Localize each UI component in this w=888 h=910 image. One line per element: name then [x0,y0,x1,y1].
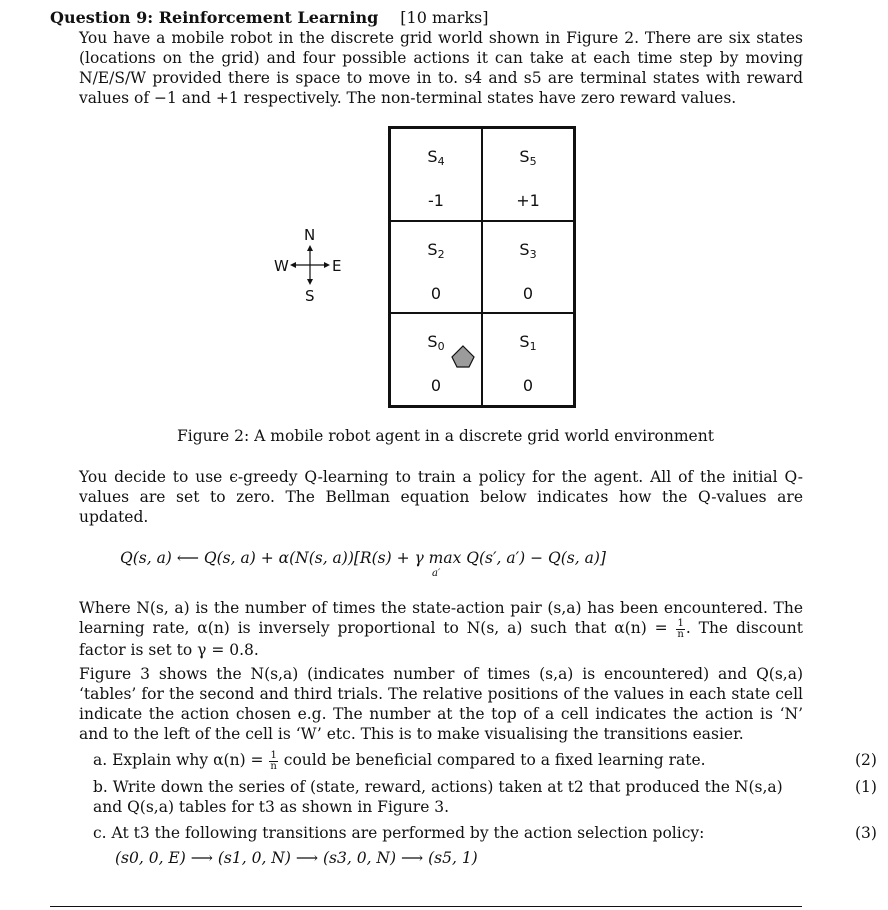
item-b-marks: (1) [855,778,877,796]
item-c-marks: (3) [855,824,877,842]
grid-cell-s1: $S_1$ 0 [482,313,574,406]
fraction-1-over-n-item-a: $\frac{1}{n}$ [270,749,277,772]
question-marks: [10 marks] [400,8,489,27]
robot-icon [449,344,477,370]
compass-west-label: W [274,257,289,275]
grid-cell-s3: $S_3$ 0 [482,221,574,314]
grid-cell-s0: $S_0$ 0 [390,313,482,406]
grid-world [388,126,576,408]
equation-max-subscript: a′ [432,568,441,579]
item-b: b. Write down the series of (state, reward, actions) taken at t2 that produced the N(s,a) and Q(s,a) tables for t3 as shown in Figure 3. [93,778,783,816]
bellman-equation: Q(s, a) ⟵ Q(s, a) + α(N(s, a))[R(s) + γ max Q(s′, a′) − Q(s, a)] a′ [120,548,606,568]
compass [274,225,354,305]
item-c: c. At t3 the following transitions are performed by the action selection policy: [93,824,705,842]
item-c-sequence: (s0, 0, E) ⟶ (s1, 0, N) ⟶ (s3, 0, N) ⟶ (s5, 1) [115,849,478,867]
figure3-paragraph: Figure 3 shows the N(s,a) (indicates number of times (s,a) is encountered) and Q(s,a) ‘tables’ for the second and third trials. The relative positions of the values in each state cell indicate the action chosen e.g. The number at the top of a cell indicates the action is ‘N’ and to the left of the cell is ‘W’ etc. This is to make visualising the transitions easier. [79,665,803,743]
fraction-1-over-n: $\frac{1}{n}$ [677,617,684,640]
grid-cell-s5: $S_5$ +1 [482,128,574,221]
compass-south-label: S [305,287,315,305]
item-a: a. Explain why α(n) = $\frac{1}{n}$ could be beneficial compared to a fixed learning rate. [93,749,706,772]
item-a-marks: (2) [855,751,877,769]
compass-east-label: E [332,257,342,275]
grid-cell-s2: $S_2$ 0 [390,221,482,314]
question-title: Question 9: Reinforcement Learning [10 marks] [50,8,489,27]
compass-north-label: N [304,226,316,244]
compass-arrows-icon [288,243,332,287]
intro-paragraph: You have a mobile robot in the discrete grid world shown in Figure 2. There are six states (locations on the grid) and four possible actions it can take at each time step by moving N/E/S/W provided there is space to move in to. s4 and s5 are terminal states with reward values of −1 and +1 respectively. The non-terminal states have zero reward values. [79,29,803,107]
where-paragraph: Where N(s, a) is the number of times the state-action pair (s,a) has been encountered. The learning rate, α(n) is inversely proportional to N(s, a) such that α(n) = $\frac{1}{n}$ . The discount factor is set to γ = 0.8. [79,599,803,659]
figure-caption: Figure 2: A mobile robot agent in a discrete grid world environment [177,427,714,445]
qlearning-paragraph: You decide to use ϵ-greedy Q-learning to train a policy for the agent. All of the initial Q-values are set to zero. The Bellman equation below indicates how the Q-values are updated. [79,468,803,526]
grid-cell-s4: $S_4$ -1 [390,128,482,221]
page-divider [50,906,802,907]
